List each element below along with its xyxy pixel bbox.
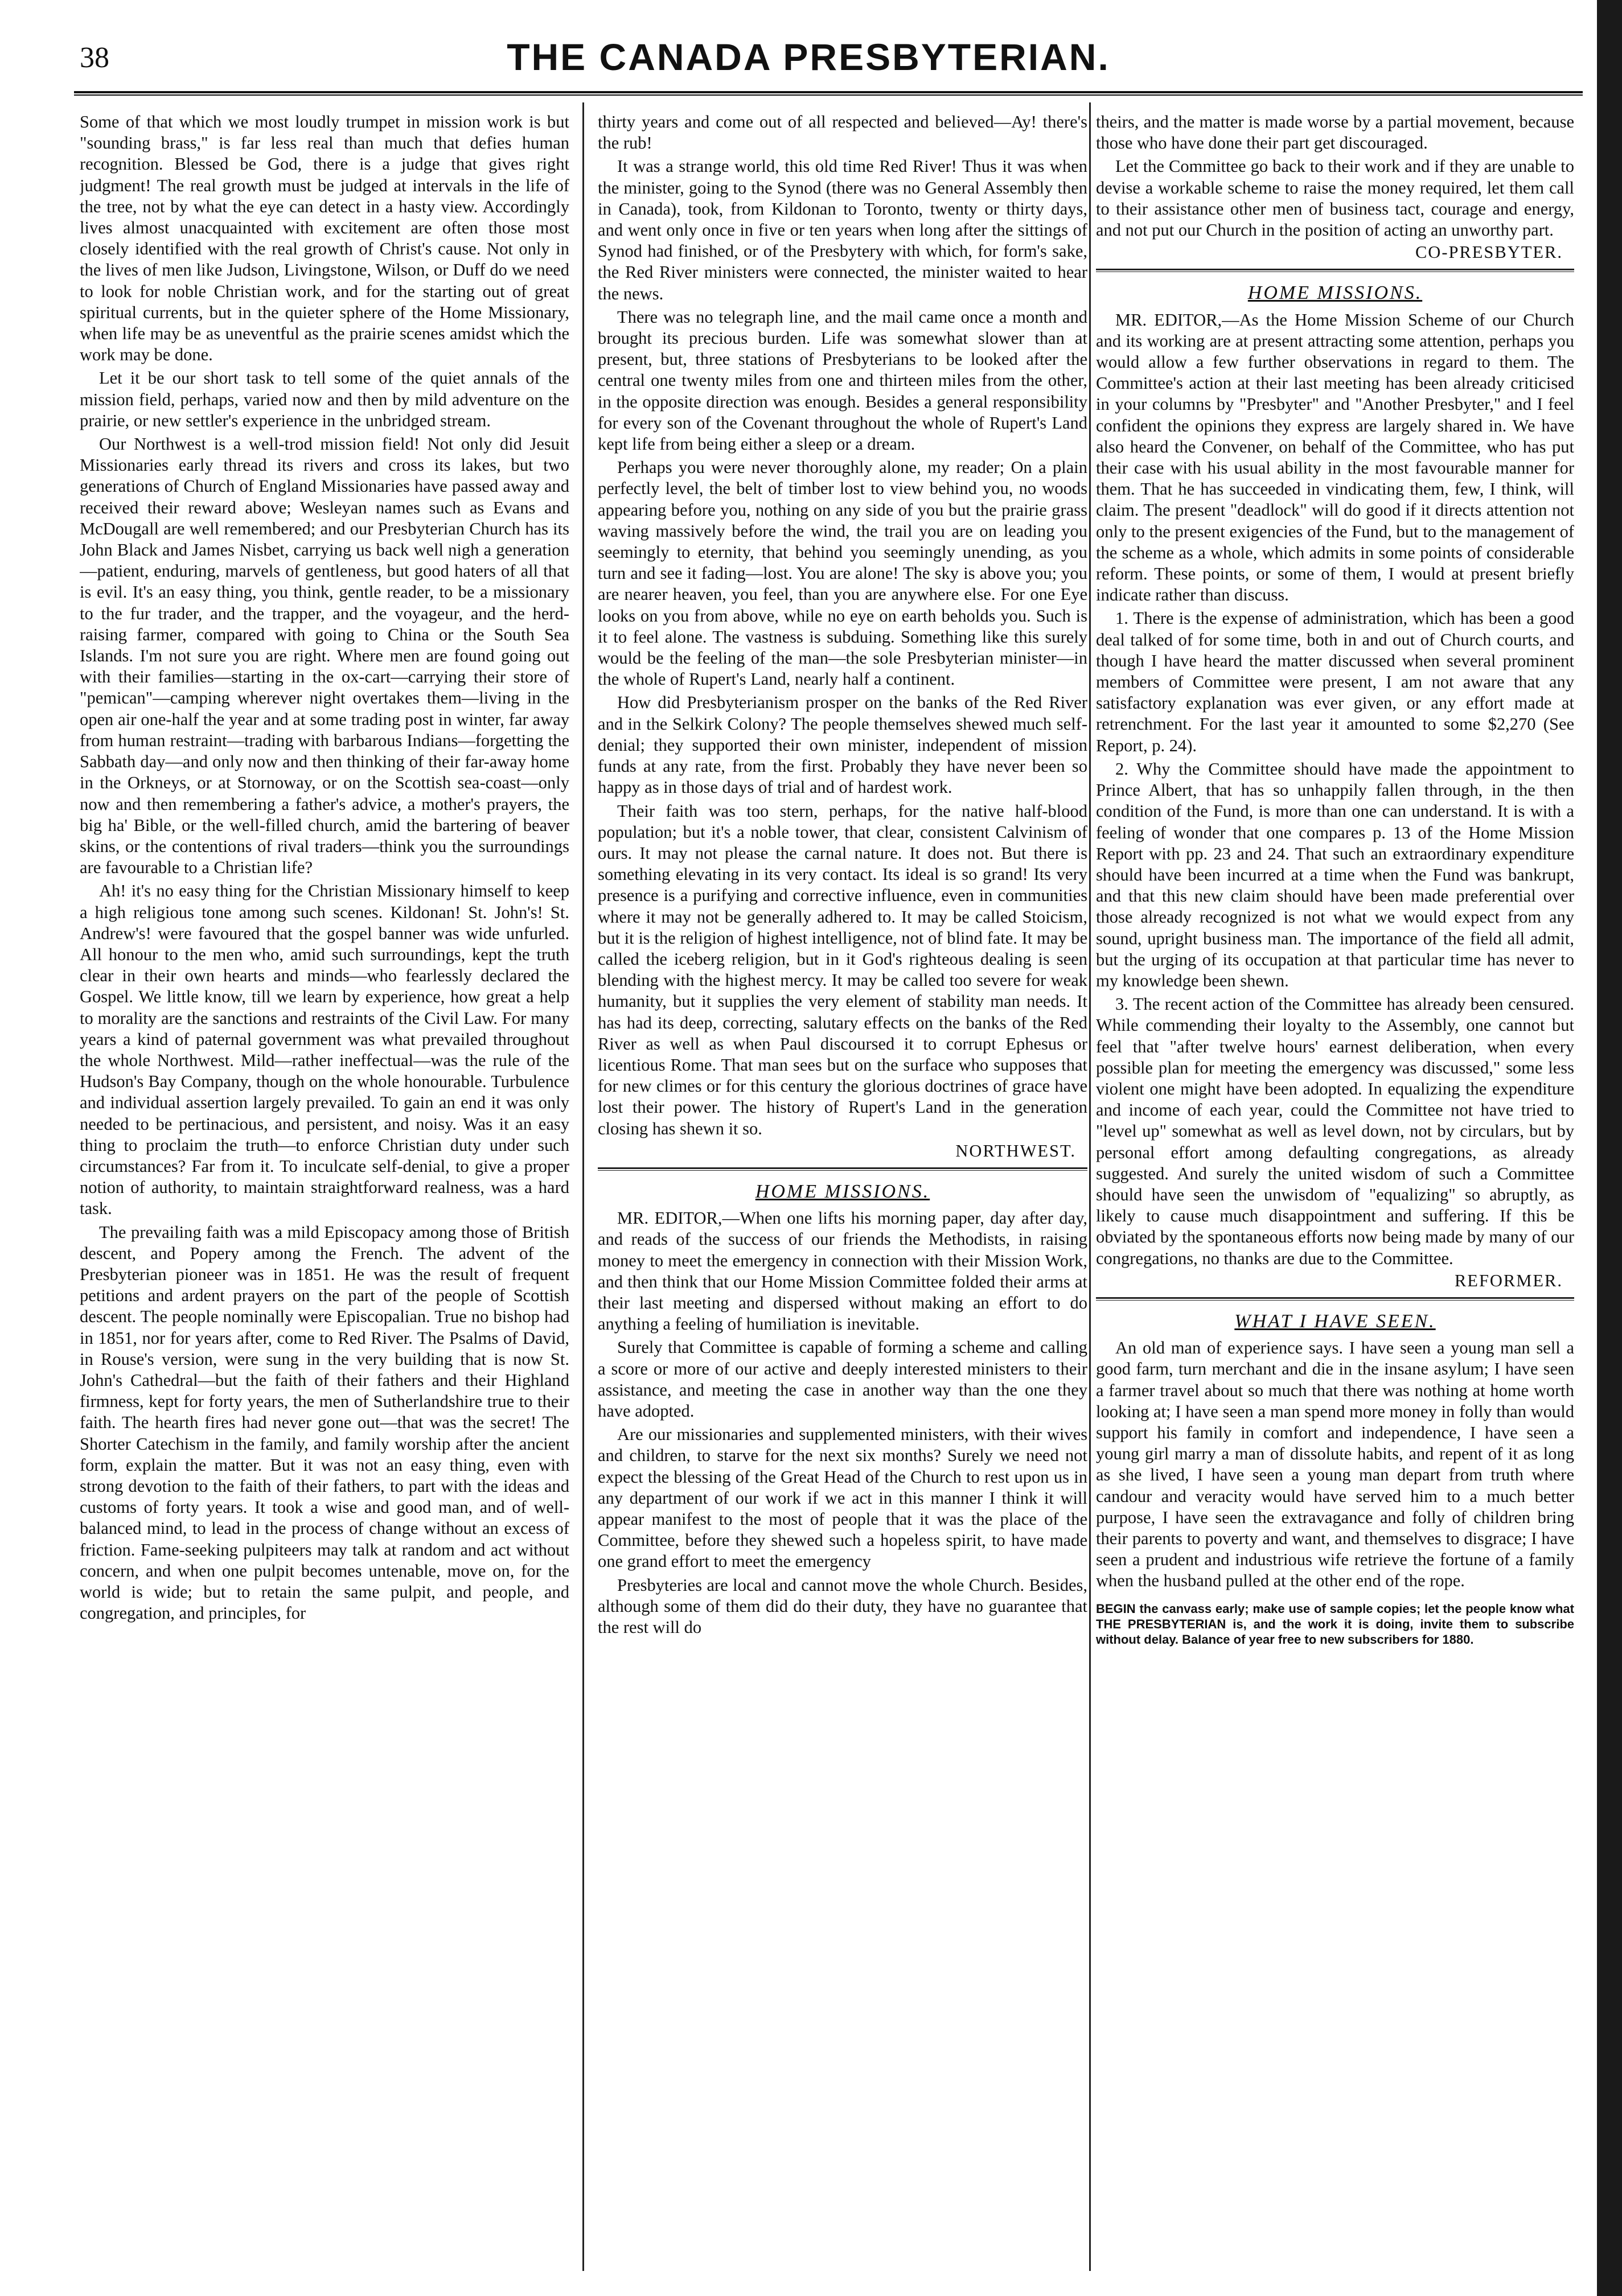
- paragraph: The prevailing faith was a mild Episcopacy among those of British descent, and Popery among the French. The advent of the Presbyterian pioneer was in 1851. He was the result of frequent petitions and ardent prayers on the part of the people of Scottish descent. The people nominally were Episcopalian. True no bishop had in 1851, nor for years after, come to Red River. The Psalms of David, in Rouse's version, were sung in the very building that is now St. John's Cathedral—but the faith of their fathers and their Highland firmness, kept for forty years, the men of Sutherlandshire true to their faith. The hearth fires had never gone out—that was the secret! The Shorter Catechism in the family, and family worship after the ancient form, explain the matter. But it was not an easy thing, even with strong devotion to the faith of their fathers, to part with the ideas and customs of forty years. It took a wise and good man, and of well-balanced mind, to lead in the process of change without an excess of friction. Fame-seeking pulpiteers may talk at random and act without concern, and when one pulpit becomes untenable, move on, for the world is wide; but to retain the same pulpit, and people, and congregation, and principles, for: [80, 1222, 569, 1623]
- signature: NORTHWEST.: [955, 1141, 1076, 1161]
- masthead-title: THE CANADA PRESBYTERIAN.: [507, 36, 1110, 78]
- page-number: 38: [80, 42, 109, 74]
- paragraph: Presbyteries are local and cannot move the whole Church. Besides, although some of them did do their duty, they have no guarantee that the rest will do: [598, 1575, 1087, 1637]
- paragraph: 2. Why the Committee should have made the appointment to Prince Albert, that has so unhappily fallen through, in the then condition of the Fund, is more than one can understand. It is with a feeling of wonder that one compares p. 13 of the Home Mission Report with pp. 23 and 24. That such an extraordinary expenditure should have been incurred at a time when the Fund was bankrupt, and that this new claim should have been made preferential over those already recognized is not what we would expect from any sound, upright business man. The importance of the field all admit, but the urging of its occupation at that particular time has never to my knowledge been shewn.: [1096, 759, 1574, 990]
- paragraph: Some of that which we most loudly trumpet in mission work is but "sounding brass," is far less real than much that defies human recognition. Blessed be God, there is a judge that gives right judgment! The real growth must be judged at intervals in the life of the tree, not by what the eye can detect in a hasty view. Accordingly lives almost unacquainted with excitement are often those most closely identified with the real growth of Christ's cause. Not only in the lives of men like Judson, Livingstone, Wilson, or Duff do we need to look for noble Christian work, and for the starting out of great spiritual currents, but in the quieter sphere of the Home Missionary, when life may be as uneventful as the prairie scenes amidst which the work may be done.: [80, 112, 569, 365]
- paragraph: Ah! it's no easy thing for the Christian Missionary himself to keep a high religious tone among such scenes. Kildonan! St. John's! St. Andrew's! were favoured that the gospel banner was wide unfurled. All honour to the men who, amid such surroundings, kept the truth clear in their own hearts and minds—who fearlessly declared the Gospel. We little know, till we learn by experience, how great a help to morality are the sanctions and restraints of the Civil Law. For many years a kind of paternal government was what prevailed throughout the whole Northwest. Mild—rather ineffectual—was the rule of the Hudson's Bay Company, though on the whole honourable. Turbulence and individual assertion largely prevailed. To gain an end it was only needed to be pertinacious, and persistent, and noisy. Was it an easy thing to proclaim the truth—to enforce Christian duty under such circumstances? Far from it. To inculcate self-denial, to give a proper notion of authority, to maintain straightforward realness, was a hard task.: [80, 881, 569, 1219]
- column-1: [80, 112, 569, 2269]
- section-title: WHAT I HAVE SEEN.: [1234, 1310, 1436, 1332]
- column-divider: [1089, 102, 1091, 2271]
- paragraph: Are our missionaries and supplemented ministers, with their wives and children, to starve for the next six months? Surely we need not expect the blessing of the Great Head of the Church to rest upon us in any department of our work if we act in this manner I think it will appear manifest to the most of people that it was the place of the Committee, before they shewed such a hopeless spirit, to have made one grand effort to meet the emergency: [598, 1425, 1087, 1571]
- paragraph: Their faith was too stern, perhaps, for the native half-blood population; but it's a noble tower, that clear, consistent Calvinism of ours. It may not please the carnal nature. It does not. But there is something elevating in its very contact. Its ideal is so grand! Its very presence is a purifying and corrective influence, even in communities where it may not be generally adhered to. It may be called Stoicism, but it is the religion of highest intelligence, not of blind fate. It may be called the iceberg religion, but in it God's righteous dealing is seen blending with the highest mercy. It may be called too severe for weak humanity, but it supplies the very element of stability man needs. It has had its deep, correcting, salutary effects on the banks of the Red River as well as when Paul discoursed it to corrupt Ephesus or licentious Rome. That man sees but on the surface who supposes that for new climes or for this century the glorious doctrines of grace have lost their power. The history of Rupert's Land in the generation closing has shewn it so.: [598, 801, 1087, 1138]
- signature: REFORMER.: [1454, 1270, 1563, 1290]
- section-title: HOME MISSIONS.: [1247, 282, 1423, 304]
- section-separator: [1096, 269, 1574, 272]
- paragraph: 1. There is the expense of administration, which has been a good deal talked of for some time, both in and out of Church courts, and though I have heard the matter discussed when several prominent members of Committee were present, I am not aware that any satisfactory explanation was ever given, or any effort made at retrenchment. For the last year it amounted to some $2,270 (See Report, p. 24).: [1096, 608, 1574, 755]
- paragraph: MR. EDITOR,—As the Home Mission Scheme of our Church and its working are at present attracting some attention, perhaps you would allow a few further observations in regard to them. The Committee's action at their last meeting has been already criticised in your columns by "Presbyter" and "Another Presbyter," and I feel confident the opinions they express are largely shared in. We have also heard the Convener, on behalf of the Committee, who has put their case with his usual ability in the most favourable manner for them. That he has succeeded in vindicating them, few, I think, will claim. The present "deadlock" will do good if it directs attention not only to the present exigencies of the Fund, but to the management of the scheme as a whole, which admits in some points of considerable reform. These points, or some of them, I would at present briefly indicate rather than discuss.: [1096, 310, 1574, 605]
- paragraph: An old man of experience says. I have seen a young man sell a good farm, turn merchant and die in the insane asylum; I have seen a farmer travel about so much that there was nothing at home worth looking at; I have seen a man spend more money in folly than would support his family in comfort and independence, I have seen a young girl marry a man of dissolute habits, and repent of it as long as she lived, I have seen a young man depart from truth where candour and veracity would have served him to a much better purpose, I have seen the extravagance and folly of children bring their parents to poverty and want, and themselves to disgrace; I have seen a prudent and industrious wife retrieve the fortune of a family when the husband pulled at the other end of the rope.: [1096, 1338, 1574, 1591]
- paragraph: Let it be our short task to tell some of the quiet annals of the mission field, perhaps, varied now and then by mild adventure on the prairie, or new settler's experience in the unbridged stream.: [80, 368, 569, 430]
- scan-edge: [1597, 0, 1622, 2296]
- paragraph: How did Presbyterianism prosper on the banks of the Red River and in the Selkirk Colony? The people themselves shewed much self-denial; they supported their own minister, independent of mission funds at any rate, from the first. Probably they have never been so happy as in those days of trial and of hardest work.: [598, 693, 1087, 797]
- section-separator: [1096, 1297, 1574, 1301]
- page-header: [46, 30, 1571, 87]
- paragraph: Surely that Committee is capable of forming a scheme and calling a score or more of our active and deeply interested ministers to their assistance, and meeting the case in another way than the one they have adopted.: [598, 1338, 1087, 1421]
- paragraph: Perhaps you were never thoroughly alone, my reader; On a plain perfectly level, the belt of timber lost to view behind you, no woods appearing before you, nothing on any side of you but the prairie grass waving massively before the wind, the trail you are on leading you seemingly to eternity, that behind you seemingly unending, as you turn and see it fading—lost. You are alone! The sky is above you; you are nearer heaven, you feel, than you are anywhere else. For one Eye looks on you from above, while no eye on earth beholds you. Such is it to feel alone. The vastness is subduing. Something like this surely would be the feeling of the man—the sole Presbyterian minister—in the whole of Rupert's Land, nearly half a continent.: [598, 458, 1087, 689]
- paragraph: theirs, and the matter is made worse by a partial movement, because those who have done their part get discouraged.: [1096, 112, 1574, 153]
- column-2: [598, 112, 1087, 2269]
- paragraph: 3. The recent action of the Committee has already been censured. While commending their loyalty to the Assembly, one cannot but feel that "after twelve hours' earnest deliberation, when every possible plan for meeting the emergency was discussed," some less violent one might have been adopted. In equalizing the expenditure and income of each year, could the Committee not have tried to "level up" somewhat as well as level down, not by circulars, but by personal effort among defaulting congregations, as already suggested. And surely the united wisdom of such a Committee should have seen the unwisdom of "equalizing" so abruptly, as likely to cause much disappointment and suffering. If this be obviated by the spontaneous efforts now being made by many of our congregations, no thanks are due to the Committee.: [1096, 994, 1574, 1268]
- signature: CO-PRESBYTER.: [1415, 242, 1563, 262]
- header-rule: [74, 91, 1583, 96]
- paragraph: MR. EDITOR,—When one lifts his morning paper, day after day, and reads of the success of our friends the Methodists, in raising money to meet the emergency in connection with their Mission Work, and then think that our Home Mission Committee folded their arms at their last meeting and dispersed without making an effort to do anything a feeling of humiliation is inevitable.: [598, 1208, 1087, 1334]
- subscription-notice: BEGIN the canvass early; make use of sample copies; let the people know what THE PRESBYTERIAN is, and the work it is doing, invite them to subscribe without delay. Balance of year free to new subscribers for 1880.: [1096, 1601, 1574, 1647]
- paragraph: Our Northwest is a well-trod mission field! Not only did Jesuit Missionaries early thread its rivers and cross its lakes, but two generations of Church of England Missionaries have passed away and received their reward above; Wesleyan names such as Evans and McDougall are well remembered; and our Presbyterian Church has its John Black and James Nisbet, carrying us back well nigh a generation—patient, enduring, marvels of gentleness, but good haters of all that is evil. It's an easy thing, you think, gentle reader, to be a missionary to the fur trader, and the trapper, and the voyageur, and the herd-raising farmer, compared with going to China or the South Sea Islands. I'm not sure you are right. Where men are found going out with their families—starting in the ox-cart—carrying their store of "pemican"—camping wherever night overtakes them—living in the open air one-half the year and at some trading post in winter, far away from human restraint—trading with barbarous Indians—forgetting the Sabbath day—and only now and then thinking of their far-away home in the Orkneys, or at Stornoway, or on the Scottish sea-coast—only now and then remembering a father's advice, a mother's prayers, the big ha' Bible, or the well-filled church, amid the bartering of beaver skins, or the contentions of rival traders—think you the surroundings are favourable to a Christian life?: [80, 434, 569, 878]
- section-title: HOME MISSIONS.: [755, 1180, 930, 1202]
- column-divider: [582, 102, 584, 2271]
- column-3: [1096, 112, 1574, 2269]
- paragraph: thirty years and come out of all respected and believed—Ay! there's the rub!: [598, 112, 1087, 153]
- paragraph: It was a strange world, this old time Red River! Thus it was when the minister, going to the Synod (there was no General Assembly then in Canada), took, from Kildonan to Toronto, twenty or thirty days, and went only once in five or ten years when long after the sittings of Synod had finished, or of the Presbytery with which, for form's sake, the Red River ministers were connected, the minister waited to hear the news.: [598, 157, 1087, 303]
- paragraph: Let the Committee go back to their work and if they are unable to devise a workable scheme to raise the money required, let them call to their assistance other men of business tact, courage and energy, and not put our Church in the position of acting an unworthy part.: [1096, 157, 1574, 240]
- paragraph: There was no telegraph line, and the mail came once a month and brought its precious burden. Life was somewhat slower than at present, but, three stations of Presbyterians to be looked after the central one twenty miles from one and thirteen miles from the other, in the opposite direction was enough. Besides a general responsibility for every son of the Covenant throughout the whole of Rupert's Land kept life from being either a sleep or a dream.: [598, 307, 1087, 454]
- section-separator: [598, 1167, 1087, 1171]
